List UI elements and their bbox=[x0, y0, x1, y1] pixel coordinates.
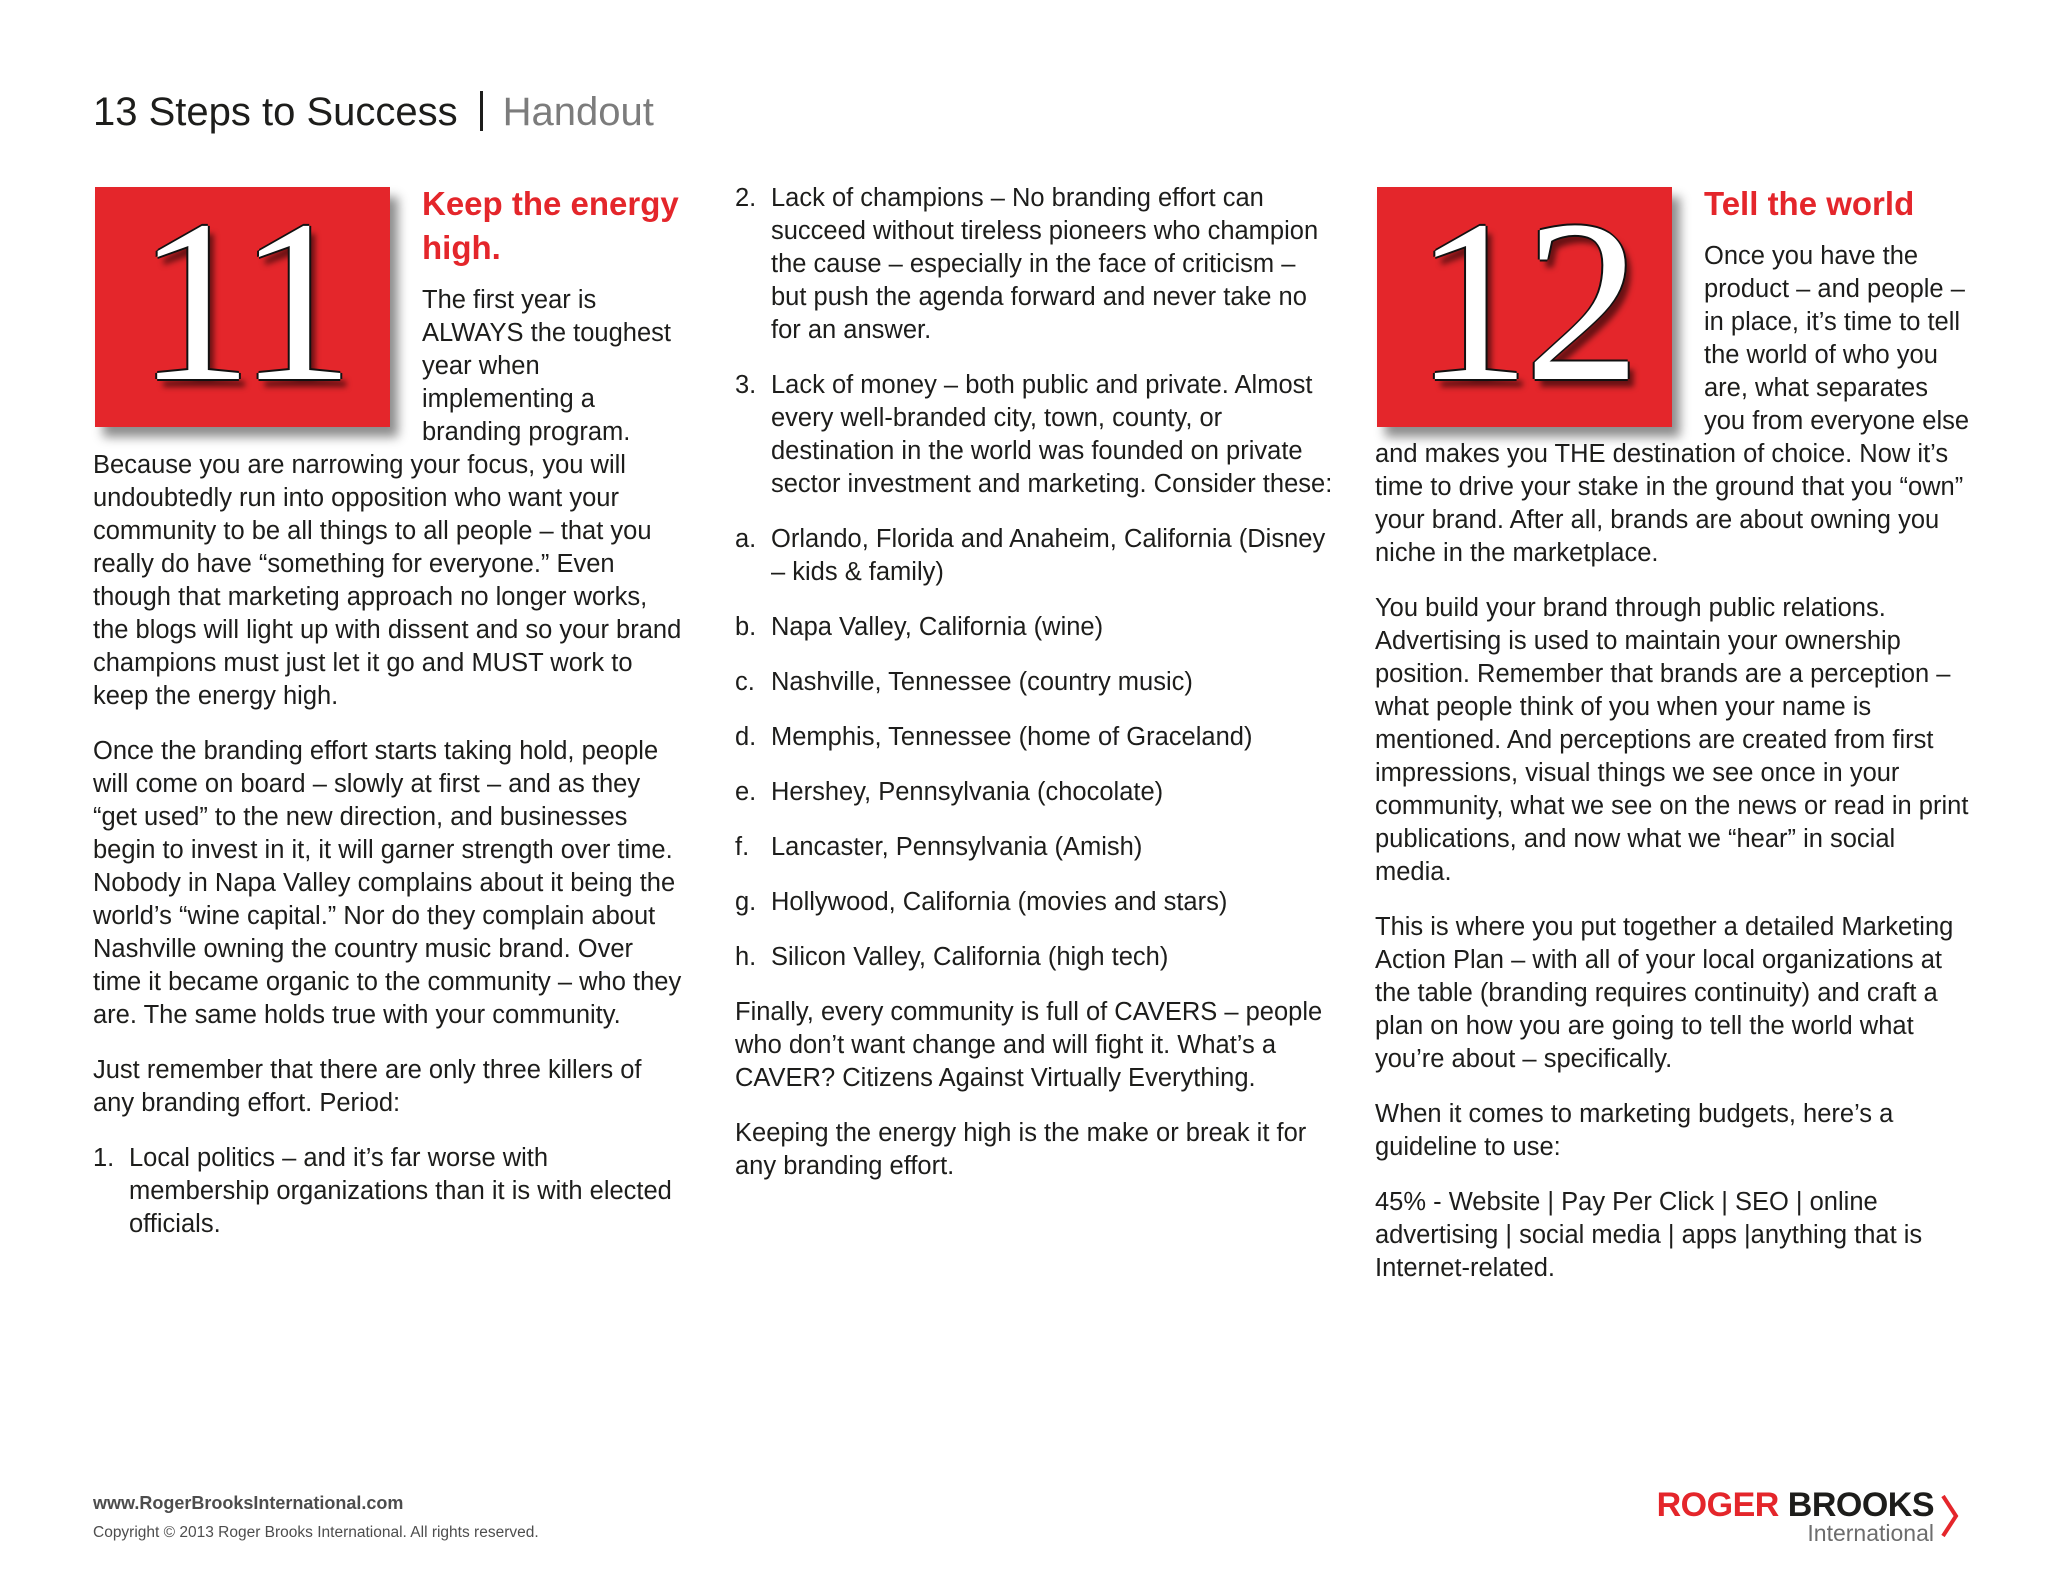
step-11-paragraph-5: Keeping the energy high is the make or break it for any branding effort. bbox=[735, 1119, 1307, 1180]
column-1 bbox=[93, 173, 683, 1263]
step-12-paragraph-5: 45% - Website | Pay Per Click | SEO | online advertising | social media | apps |anything that is Internet-related. bbox=[1375, 1188, 1923, 1282]
footer-website-link[interactable]: www.RogerBrooksInternational.com bbox=[93, 1493, 404, 1513]
list-item: h. Silicon Valley, California (high tech) bbox=[735, 943, 1169, 971]
step-12-paragraph-2: You build your brand through public relations. Advertising is used to maintain your ownership position. Remember that brands are a perception – what people think of you when your name is mentioned. And perceptions are created from first impressions, visual things we see once in your community, what we see on the news or read in print publications, and now what we “hear” in social media. bbox=[1375, 594, 1969, 886]
step-11-heading: Keep the energy high. bbox=[422, 185, 679, 266]
step-11-paragraph-4: Finally, every community is full of CAVERS – people who don’t want change and will fight it. What’s a CAVER? Citizens Against Virtually Everything. bbox=[735, 998, 1323, 1092]
list-item: 1. Local politics – and it’s far worse with membership organizations than it is with elected officials. bbox=[93, 1144, 672, 1238]
footer-copyright: Copyright © 2013 Roger Brooks International. All rights reserved. bbox=[93, 1524, 539, 1541]
examples-list bbox=[735, 523, 1335, 974]
list-item: d. Memphis, Tennessee (home of Graceland) bbox=[735, 723, 1253, 751]
column-3 bbox=[1375, 173, 1970, 1307]
list-item: e. Hershey, Pennsylvania (chocolate) bbox=[735, 778, 1164, 806]
logo-subtitle: International bbox=[1807, 1520, 1934, 1546]
killers-list-part-2 bbox=[735, 182, 1335, 501]
header-divider bbox=[480, 91, 483, 131]
step-11-number-badge: 11 bbox=[95, 187, 390, 427]
page-title: 13 Steps to Success bbox=[93, 90, 458, 134]
killers-list-part-1 bbox=[93, 1142, 683, 1241]
list-item: g. Hollywood, California (movies and stars) bbox=[735, 888, 1228, 916]
list-item: 2. Lack of champions – No branding effort can succeed without tireless pioneers who champion the cause – especially in the face of criticism – but push the agenda forward and never take no for an answer. bbox=[735, 184, 1319, 344]
step-11-paragraph-2: Once the branding effort starts taking hold, people will come on board – slowly at first – and as they “get used” to the new direction, and businesses begin to invest in it, it will garner strength over time. Nobody in Napa Valley complains about it being the world’s “wine capital.” Nor do they complain about Nashville owning the country music brand. Over time it became organic to the community – who they are. The same holds true with your community. bbox=[93, 737, 682, 1029]
company-logo bbox=[1656, 1486, 1960, 1546]
step-12-heading: Tell the world bbox=[1704, 185, 1915, 222]
step-11-paragraph-3: Just remember that there are only three killers of any branding effort. Period: bbox=[93, 1056, 642, 1117]
step-12-paragraph-3: This is where you put together a detailed Marketing Action Plan – with all of your local organizations at the table (branding requires continuity) and craft a plan on how you are going to tell the world what you’re about – specifically. bbox=[1375, 913, 1954, 1073]
list-item: f. Lancaster, Pennsylvania (Amish) bbox=[735, 833, 1143, 861]
chevron-right-icon bbox=[1940, 1494, 1960, 1538]
list-item: a. Orlando, Florida and Anaheim, California (Disney – kids & family) bbox=[735, 525, 1326, 586]
page-subtitle: Handout bbox=[502, 90, 654, 134]
page-header bbox=[93, 88, 654, 136]
step-11-paragraph-1: The first year is ALWAYS the toughest year when implementing a branding program. Because you are narrowing your focus, you will undoubtedly run into opposition who want your community to be all things to all people – that you really do have “something for everyone.” Even though that marketing approach no longer works, the blogs will light up with dissent and so your brand champions must just let it go and MUST work to keep the energy high. bbox=[93, 286, 682, 710]
column-2 bbox=[735, 182, 1335, 1205]
logo-word-roger: ROGER bbox=[1656, 1486, 1779, 1524]
list-item: 3. Lack of money – both public and private. Almost every well-branded city, town, county, or destination in the world was founded on private sector investment and marketing. Consider these: bbox=[735, 371, 1333, 498]
step-12-paragraph-1: Once you have the product – and people – in place, it’s time to tell the world of who you are, what separates you from everyone else and makes you THE destination of choice. Now it’s time to drive your stake in the ground that you “own” your brand. After all, brands are about owning you niche in the marketplace. bbox=[1375, 242, 1970, 567]
step-12-paragraph-4: When it comes to marketing budgets, here’s a guideline to use: bbox=[1375, 1100, 1894, 1161]
list-item: c. Nashville, Tennessee (country music) bbox=[735, 668, 1193, 696]
step-12-number-badge: 12 bbox=[1377, 187, 1672, 427]
list-item: b. Napa Valley, California (wine) bbox=[735, 613, 1104, 641]
logo-word-brooks: BROOKS bbox=[1787, 1486, 1934, 1524]
